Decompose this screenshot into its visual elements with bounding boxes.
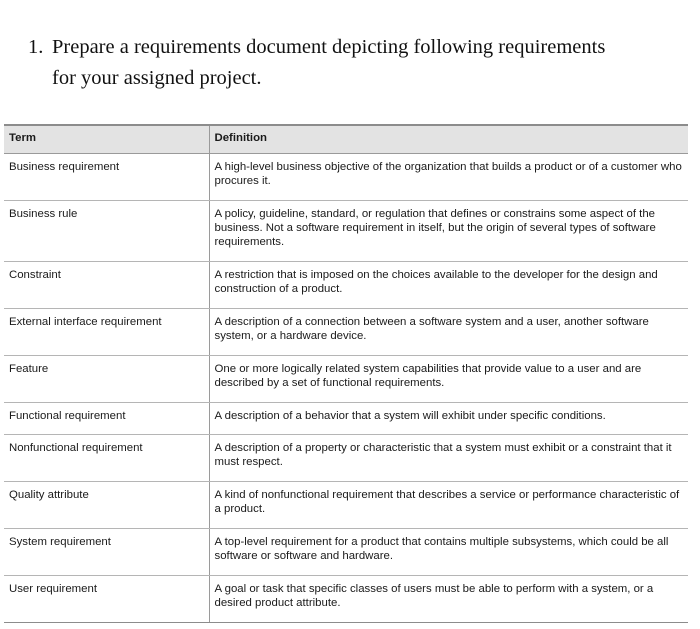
definition-cell: A policy, guideline, standard, or regulation that defines or constrains some aspect of the business. Not a software requirement in itself, but the origin of several types of software requirements. [209,201,688,262]
term-cell: External interface requirement [4,309,209,356]
term-cell: Business rule [4,201,209,262]
term-cell: Quality attribute [4,482,209,529]
table-row [4,403,688,435]
instruction-line-1-text: Prepare a requirements document depicting following requirements [52,36,606,58]
term-cell: Nonfunctional requirement [4,435,209,482]
header-term: Term [4,125,209,154]
table-row [4,482,688,529]
table-row [4,309,688,356]
header-definition: Definition [209,125,688,154]
definition-cell: A description of a property or characteristic that a system must exhibit or a constraint that it must respect. [209,435,688,482]
table-row [4,154,688,201]
term-cell: Constraint [4,262,209,309]
term-cell: System requirement [4,529,209,576]
definition-cell: A top-level requirement for a product that contains multiple subsystems, which could be all software or software and hardware. [209,529,688,576]
table-row [4,576,688,623]
definition-cell: A kind of nonfunctional requirement that describes a service or performance characteristic of a product. [209,482,688,529]
instruction-line-1 [28,32,696,63]
requirements-table [4,124,688,623]
instruction-number: 1. [28,36,44,58]
term-cell: User requirement [4,576,209,623]
definition-cell: A description of a connection between a software system and a user, another software system, or a hardware device. [209,309,688,356]
definition-cell: A goal or task that specific classes of users must be able to perform with a system, or a desired product attribute. [209,576,688,623]
table-row [4,201,688,262]
table-row [4,529,688,576]
definition-cell: A high-level business objective of the organization that builds a product or of a customer who procures it. [209,154,688,201]
term-cell: Functional requirement [4,403,209,435]
definition-cell: A description of a behavior that a system will exhibit under specific conditions. [209,403,688,435]
table-row [4,262,688,309]
table-row [4,435,688,482]
term-cell: Feature [4,356,209,403]
table-row [4,356,688,403]
term-cell: Business requirement [4,154,209,201]
instruction-line-2: for your assigned project. [52,67,262,89]
definition-cell: A restriction that is imposed on the choices available to the developer for the design and construction of a product. [209,262,688,309]
definition-cell: One or more logically related system capabilities that provide value to a user and are described by a set of functional requirements. [209,356,688,403]
instruction-text [28,32,696,94]
table-header-row [4,125,688,154]
